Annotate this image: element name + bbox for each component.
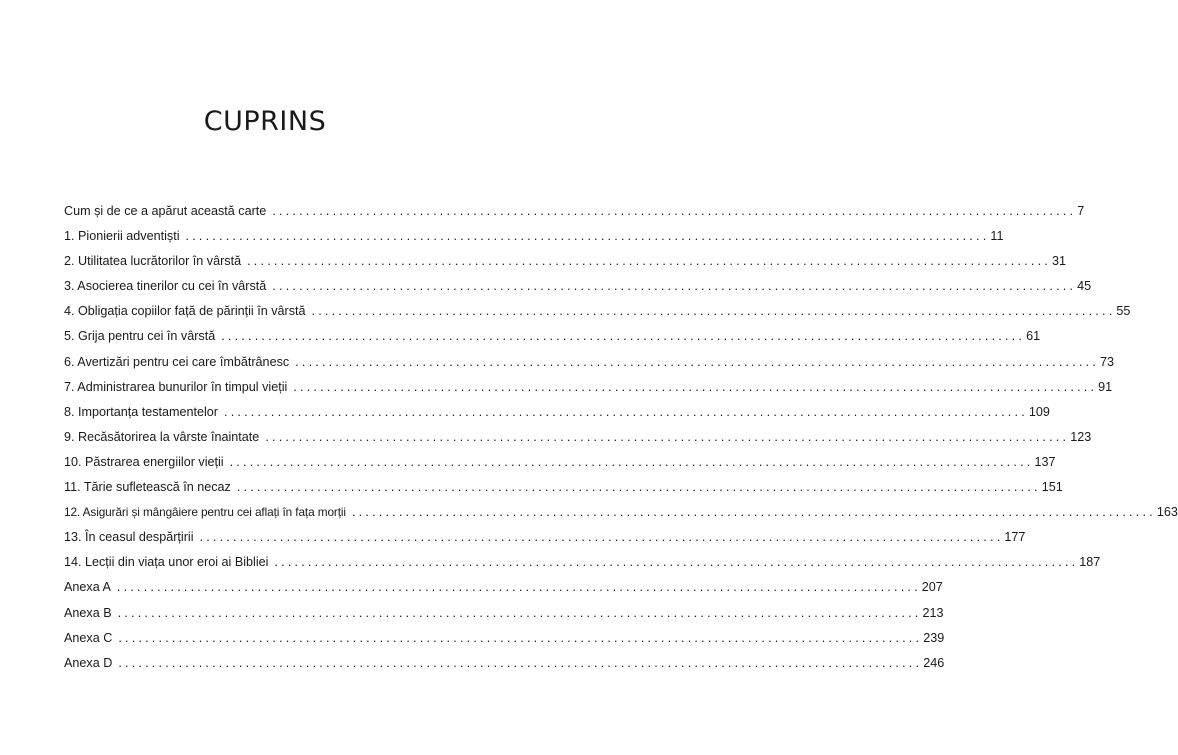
toc-entry-title: 12. Asigurări și mângâiere pentru cei aflați în fața morții — [64, 505, 346, 520]
toc-entry[interactable] — [64, 327, 1041, 352]
toc-entry-title: 9. Recăsătorirea la vârste înaintate — [64, 429, 260, 444]
toc-entry-title: 10. Păstrarea energiilor vieții — [64, 454, 224, 469]
toc-entry-title: 8. Importanța testamentelor — [64, 404, 219, 419]
toc-page-number: 137 — [1034, 454, 1056, 469]
dot-leader: ........................................................................................................................ — [185, 229, 990, 244]
table-of-contents — [64, 202, 1178, 679]
dot-leader: ........................................................................................................................ — [265, 429, 1070, 444]
dot-leader: ........................................................................................................................ — [272, 279, 1077, 294]
toc-entry-title: 1. Pionierii adventiști — [64, 229, 180, 244]
toc-entry-title: Cum și de ce a apărut această carte — [64, 204, 267, 218]
toc-entry-title: Anexa D — [64, 655, 113, 670]
dot-leader: ........................................................................................................................ — [351, 505, 1156, 520]
dot-leader: ........................................................................................................................ — [236, 480, 1041, 495]
toc-page-number: 177 — [1004, 530, 1026, 545]
toc-entry-title: 14. Lecții din viața unor eroi ai Bibliei — [64, 555, 269, 570]
toc-entry[interactable] — [64, 302, 1131, 327]
toc-page-number: 45 — [1077, 279, 1092, 294]
toc-entry-title: 4. Obligația copiilor față de părinții în vârstă — [64, 304, 306, 319]
toc-entry[interactable] — [64, 403, 1050, 428]
dot-leader: ........................................................................................................................ — [229, 454, 1034, 469]
dot-leader: ........................................................................................................................ — [224, 404, 1028, 419]
toc-page-number: 11 — [990, 229, 1004, 244]
toc-entry[interactable] — [64, 478, 1063, 503]
toc-page-number: 207 — [921, 580, 943, 595]
toc-entry[interactable] — [64, 428, 1092, 453]
toc-entry-title: Anexa C — [64, 630, 113, 645]
dot-leader: ........................................................................................................................ — [247, 254, 1051, 269]
toc-page-number: 213 — [922, 605, 944, 620]
dot-leader: ........................................................................................................................ — [311, 304, 1116, 319]
toc-entry[interactable] — [64, 227, 1004, 252]
toc-entry[interactable] — [64, 629, 945, 654]
toc-entry-title: 2. Utilitatea lucrătorilor în vârstă — [64, 254, 242, 269]
page-title: CUPRINS — [203, 106, 327, 137]
dot-leader: ........................................................................................................................ — [118, 630, 923, 645]
dot-leader: ........................................................................................................................ — [199, 530, 1004, 545]
toc-entry-title: Anexa A — [64, 580, 111, 595]
toc-page-number: 7 — [1077, 204, 1085, 218]
toc-entry[interactable] — [64, 378, 1113, 403]
dot-leader: ........................................................................................................................ — [274, 555, 1079, 570]
toc-page-number: 55 — [1116, 304, 1131, 319]
toc-entry-title: 11. Tărie sufletească în necaz — [64, 480, 231, 495]
toc-entry[interactable] — [64, 654, 945, 679]
toc-entry-title: 7. Administrarea bunurilor în timpul vieții — [64, 379, 288, 394]
toc-entry[interactable] — [64, 578, 943, 603]
toc-entry[interactable] — [64, 503, 1178, 528]
toc-entry-title: 5. Grija pentru cei în vârstă — [64, 329, 216, 344]
toc-entry[interactable] — [64, 252, 1066, 277]
toc-entry[interactable] — [64, 453, 1056, 478]
toc-page-number: 31 — [1051, 254, 1066, 269]
toc-entry[interactable] — [64, 528, 1026, 553]
toc-entry[interactable] — [64, 604, 944, 629]
toc-page-number: 61 — [1026, 329, 1041, 344]
dot-leader: ........................................................................................................................ — [116, 580, 921, 595]
toc-page-number: 187 — [1079, 555, 1101, 570]
toc-entry[interactable] — [64, 202, 1085, 227]
dot-leader: ........................................................................................................................ — [293, 379, 1098, 394]
toc-entry-title: 6. Avertizări pentru cei care îmbătrânesc — [64, 354, 290, 369]
toc-entry[interactable] — [64, 553, 1101, 578]
toc-page-number: 151 — [1041, 480, 1063, 495]
toc-page-number: 73 — [1100, 354, 1115, 369]
toc-page-number: 246 — [923, 655, 945, 670]
toc-entry-title: 13. În ceasul despărțirii — [64, 530, 194, 545]
dot-leader: ........................................................................................................................ — [295, 354, 1100, 369]
toc-page-number: 163 — [1156, 505, 1178, 520]
toc-page-number: 91 — [1098, 379, 1113, 394]
toc-entry[interactable] — [64, 277, 1092, 302]
dot-leader: ........................................................................................................................ — [272, 204, 1077, 218]
toc-entry-title: Anexa B — [64, 605, 112, 620]
dot-leader: ........................................................................................................................ — [221, 329, 1026, 344]
toc-page-number: 123 — [1070, 429, 1092, 444]
toc-page-number: 109 — [1028, 404, 1050, 419]
toc-entry[interactable] — [64, 353, 1115, 378]
toc-page-number: 239 — [923, 630, 945, 645]
dot-leader: ........................................................................................................................ — [117, 605, 922, 620]
dot-leader: ........................................................................................................................ — [118, 655, 923, 670]
toc-entry-title: 3. Asocierea tinerilor cu cei în vârstă — [64, 279, 267, 294]
